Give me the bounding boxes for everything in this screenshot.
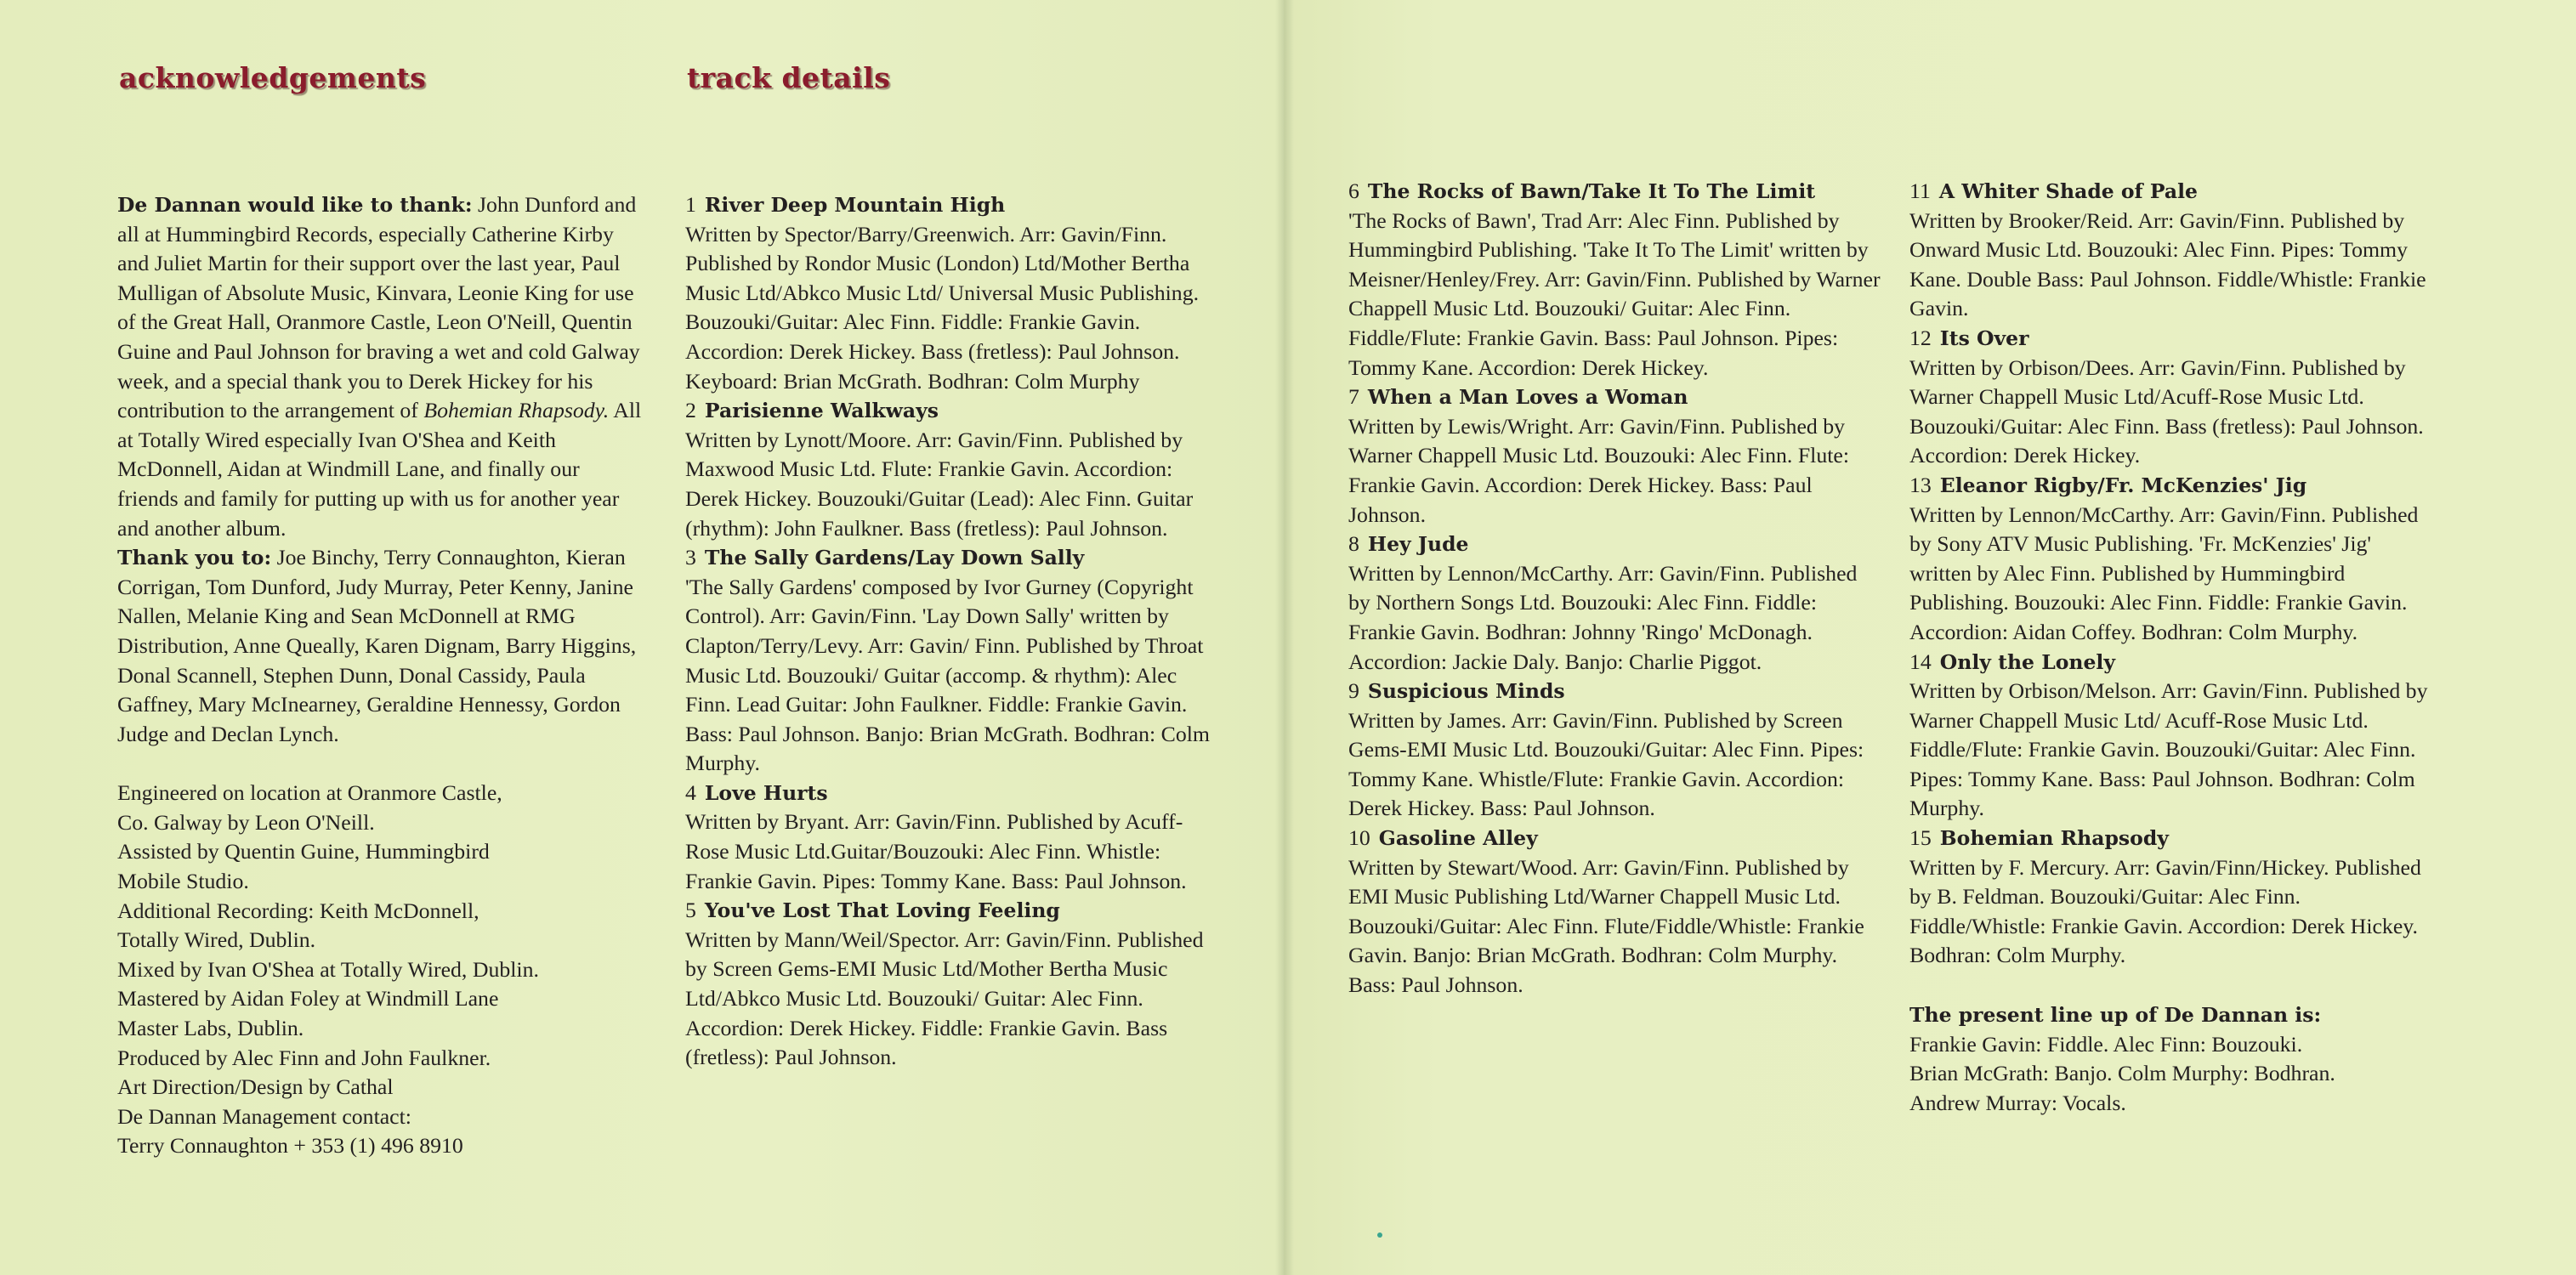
credit-line: Co. Galway by Leon O'Neill.	[117, 809, 375, 835]
acknowledgements-column	[117, 190, 644, 1161]
track-title: Bohemian Rhapsody	[1939, 826, 2169, 851]
credit-line: Master Labs, Dublin.	[117, 1016, 304, 1041]
track-credits: Written by Brooker/Reid. Arr: Gavin/Finn. Published by Onward Music Ltd. Bouzouki: Alec Finn. Pipes: Tommy Kane. Double Bass: Paul Johnson. Fiddle/Whistle: Frankie Gavin.	[1909, 207, 2426, 321]
track-heading	[1348, 677, 1884, 706]
track-credits: Written by Spector/Barry/Greenwich. Arr: Gavin/Finn. Published by Rondor Music (London) Ltd/Mother Bertha Music Ltd/Abkco Music Ltd/ Universal Music Publishing. Bouzouki/Guitar: Alec Finn. Fiddle: Frankie Gavin. Accordion: Derek Hickey. Bass (fretless): Paul Johnson. Keyboard: Brian McGrath. Bodhran: Colm Murphy	[685, 221, 1200, 394]
track-entry	[1348, 824, 1884, 1000]
thanks-italic: Bohemian Rhapsody.	[423, 398, 610, 423]
track-title: Hey Jude	[1367, 532, 1469, 557]
credit-line: Produced by Alec Finn and John Faulkner.	[117, 1045, 491, 1070]
track-column-1	[685, 190, 1212, 1073]
credit-line: Engineered on location at Oranmore Castle,	[117, 780, 502, 806]
credit-line: Assisted by Quentin Guine, Hummingbird	[117, 839, 490, 864]
track-title: River Deep Mountain High	[704, 193, 1006, 217]
track-credits: Written by F. Mercury. Arr: Gavin/Finn/Hickey. Published by B. Feldman. Bouzouki/Guitar: Alec Finn. Fiddle/Whistle: Frankie Gavin. Accordion: Derek Hickey. Bodhran: Colm Murphy.	[1909, 854, 2421, 968]
track-entry	[685, 396, 1212, 543]
lineup-line: Frankie Gavin: Fiddle. Alec Finn: Bouzouki.	[1909, 1031, 2303, 1057]
track-number: 10	[1348, 825, 1370, 851]
track-credits: Written by Mann/Weil/Spector. Arr: Gavin/Finn. Published by Screen Gems-EMI Music Ltd/Mother Bertha Music Ltd/Abkco Music Ltd. Bouzouki/ Guitar: Alec Finn. Accordion: Derek Hickey. Fiddle: Frankie Gavin. Bass (fretless): Paul Johnson.	[685, 926, 1204, 1070]
track-heading	[685, 396, 1212, 426]
speck-mark	[1377, 1232, 1382, 1238]
acknowledgements-heading: acknowledgements	[119, 61, 427, 94]
track-entry	[1348, 382, 1884, 530]
track-column-3	[1909, 177, 2428, 1118]
track-title: The Sally Gardens/Lay Down Sally	[704, 546, 1085, 570]
track-entry	[1348, 177, 1884, 382]
track-heading	[1909, 324, 2428, 354]
track-heading	[1348, 382, 1884, 412]
lineup-block	[1909, 1000, 2428, 1118]
lineup-heading: The present line up of De Dannan is:	[1909, 1003, 2322, 1028]
track-number: 3	[685, 545, 696, 570]
track-number: 11	[1909, 178, 1931, 203]
track-credits: Written by Lennon/McCarthy. Arr: Gavin/Finn. Published by Sony ATV Music Publishing. 'Fr. McKenzies' Jig' written by Alec Finn. Published by Hummingbird Publishing. Bouzouki: Alec Finn. Fiddle: Frankie Gavin. Accordion: Aidan Coffey. Bodhran: Colm Murphy.	[1909, 502, 2419, 644]
credit-line: Mastered by Aidan Foley at Windmill Lane	[117, 986, 499, 1012]
thanks-text: John Dunford and all at Hummingbird Records, especially Catherine Kirby and Juliet Martin for their support over the last year, Paul Mulligan of Absolute Music, Kinvara, Leonie King for use of the Great Hall, Oranmore Castle, Leon O'Neill, Quentin Guine and Paul Johnson for braving a wet and cold Galway week, and a special thank you to Derek Hickey for his contribution to the arrangement of	[117, 192, 640, 423]
track-credits: Written by Orbison/Melson. Arr: Gavin/Finn. Published by Warner Chappell Music Ltd/ Acuff-Rose Music Ltd. Fiddle/Flute: Frankie Gavin. Bouzouki/Guitar: Alec Finn. Pipes: Tommy Kane. Bass: Paul Johnson. Bodhran: Colm Murphy.	[1909, 678, 2428, 821]
track-entry	[1909, 648, 2428, 824]
track-number: 9	[1348, 678, 1359, 704]
track-entry	[1909, 324, 2428, 471]
credit-line: Art Direction/Design by Cathal	[117, 1074, 394, 1100]
track-entry	[1909, 177, 2428, 324]
credit-line: Terry Connaughton + 353 (1) 496 8910	[117, 1133, 463, 1159]
lineup-line: Brian McGrath: Banjo. Colm Murphy: Bodhran.	[1909, 1061, 2335, 1086]
track-title: When a Man Loves a Woman	[1367, 385, 1688, 410]
credit-line: De Dannan Management contact:	[117, 1103, 411, 1129]
track-title: A Whiter Shade of Pale	[1938, 179, 2198, 203]
credit-line: Totally Wired, Dublin.	[117, 927, 316, 953]
track-entry	[685, 543, 1212, 779]
track-entry	[1909, 824, 2428, 971]
track-title: Love Hurts	[704, 780, 828, 805]
track-heading	[1909, 177, 2428, 207]
track-entry	[685, 779, 1212, 896]
track-credits: Written by Stewart/Wood. Arr: Gavin/Finn. Published by EMI Music Publishing Ltd/Warner Chappell Music Ltd. Bouzouki/Guitar: Alec Finn. Flute/Fiddle/Whistle: Frankie Gavin. Banjo: Brian McGrath. Bodhran: Colm Murphy. Bass: Paul Johnson.	[1348, 854, 1864, 998]
track-credits: Written by Lennon/McCarthy. Arr: Gavin/Finn. Published by Northern Songs Ltd. Bouzouki: Alec Finn. Fiddle: Frankie Gavin. Bodhran: Johnny 'Ringo' McDonagh. Accordion: Jackie Daly. Banjo: Charlie Piggot.	[1348, 560, 1858, 674]
track-entry	[1348, 677, 1884, 824]
track-number: 1	[685, 192, 696, 217]
thanks-paragraph	[117, 190, 644, 543]
track-entry	[1348, 530, 1884, 677]
thankyou-lead: Thank you to:	[117, 546, 272, 570]
track-heading	[1348, 177, 1884, 207]
booklet-fold	[1275, 0, 1294, 1275]
track-number: 8	[1348, 531, 1359, 557]
track-heading	[1348, 824, 1884, 853]
track-details-heading: track details	[687, 61, 891, 94]
track-title: Eleanor Rigby/Fr. McKenzies' Jig	[1939, 473, 2307, 497]
track-title: Its Over	[1939, 326, 2029, 350]
credit-line: Mobile Studio.	[117, 869, 249, 894]
track-title: Suspicious Minds	[1367, 679, 1565, 704]
track-number: 7	[1348, 384, 1359, 410]
thankyou-text: Joe Binchy, Terry Connaughton, Kieran Corrigan, Tom Dunford, Judy Murray, Peter Kenny, Janine Nallen, Melanie King and Sean McDonnell at RMG Distribution, Anne Queally, Karen Dignam, Barry Higgins, Donal Scannell, Stephen Dunn, Donal Cassidy, Paula Gaffney, Mary McInearney, Geraldine Hennessy, Gordon Judge and Declan Lynch.	[117, 545, 637, 746]
track-credits: Written by Lewis/Wright. Arr: Gavin/Finn. Published by Warner Chappell Music Ltd. Bouzouki: Alec Finn. Flute: Frankie Gavin. Accordion: Derek Hickey. Bass: Paul Johnson.	[1348, 413, 1850, 527]
track-number: 4	[685, 779, 696, 805]
track-heading	[1909, 824, 2428, 853]
track-heading	[685, 779, 1212, 808]
track-number: 15	[1909, 825, 1932, 851]
track-heading	[1348, 530, 1884, 559]
track-heading	[685, 190, 1212, 220]
thanks-lead: De Dannan would like to thank:	[117, 193, 473, 217]
track-entry	[685, 190, 1212, 396]
track-credits: 'The Sally Gardens' composed by Ivor Gurney (Copyright Control). Arr: Gavin/Finn. 'Lay Down Sally' written by Clapton/Terry/Levy. Arr: Gavin/ Finn. Published by Throat Music Ltd. Bouzouki/ Guitar (accomp. & rhythm): Alec Finn. Lead Guitar: John Faulkner. Fiddle: Frankie Gavin. Bass: Paul Johnson. Banjo: Brian McGrath. Bodhran: Colm Murphy.	[685, 574, 1210, 776]
track-number: 2	[685, 398, 696, 423]
track-number: 6	[1348, 178, 1359, 203]
track-credits: 'The Rocks of Bawn', Trad Arr: Alec Finn. Published by Hummingbird Publishing. 'Take It To The Limit' written by Meisner/Henley/Frey. Arr: Gavin/Finn. Published by Warner Chappell Music Ltd. Bouzouki/ Guitar: Alec Finn. Fiddle/Flute: Frankie Gavin. Bass: Paul Johnson. Pipes: Tommy Kane. Accordion: Derek Hickey.	[1348, 207, 1881, 380]
track-entry	[1909, 471, 2428, 648]
credit-line: Mixed by Ivan O'Shea at Totally Wired, Dublin.	[117, 956, 539, 982]
track-entry	[685, 896, 1212, 1073]
track-credits: Written by Orbison/Dees. Arr: Gavin/Finn. Published by Warner Chappell Music Ltd/Acuff-Rose Music Ltd. Bouzouki/Guitar: Alec Finn. Bass (fretless): Paul Johnson. Accordion: Derek Hickey.	[1909, 354, 2424, 468]
track-number: 12	[1909, 325, 1932, 350]
track-title: The Rocks of Bawn/Take It To The Limit	[1367, 179, 1816, 203]
thankyou-paragraph	[117, 543, 644, 749]
thanks-text-2: All at Totally Wired especially Ivan O'Shea and Keith McDonnell, Aidan at Windmill Lane, and finally our friends and family for putting up with us for another year and another album.	[117, 398, 642, 541]
track-number: 13	[1909, 472, 1932, 497]
lineup-line: Andrew Murray: Vocals.	[1909, 1090, 2126, 1115]
track-number: 5	[685, 898, 696, 923]
track-title: Parisienne Walkways	[704, 399, 939, 423]
track-heading	[1909, 648, 2428, 677]
track-credits: Written by Bryant. Arr: Gavin/Finn. Published by Acuff-Rose Music Ltd.Guitar/Bouzouki: Alec Finn. Whistle: Frankie Gavin. Pipes: Tommy Kane. Bass: Paul Johnson.	[685, 809, 1187, 893]
track-title: Gasoline Alley	[1378, 826, 1538, 851]
track-number: 14	[1909, 649, 1932, 674]
track-heading	[685, 896, 1212, 926]
track-heading	[685, 543, 1212, 573]
track-heading	[1909, 471, 2428, 501]
production-credits	[117, 779, 644, 1161]
track-title: Only the Lonely	[1939, 649, 2116, 674]
credit-line: Additional Recording: Keith McDonnell,	[117, 898, 479, 923]
track-credits: Written by James. Arr: Gavin/Finn. Published by Screen Gems-EMI Music Ltd. Bouzouki/Guitar: Alec Finn. Pipes: Tommy Kane. Whistle/Flute: Frankie Gavin. Accordion: Derek Hickey. Bass: Paul Johnson.	[1348, 707, 1864, 821]
track-column-2	[1348, 177, 1884, 1000]
track-title: You've Lost That Loving Feeling	[704, 898, 1060, 923]
track-credits: Written by Lynott/Moore. Arr: Gavin/Finn. Published by Maxwood Music Ltd. Flute: Frankie Gavin. Accordion: Derek Hickey. Bouzouki/Guitar (Lead): Alec Finn. Guitar (rhythm): John Faulkner. Bass (fretless): Paul Johnson.	[685, 427, 1194, 541]
